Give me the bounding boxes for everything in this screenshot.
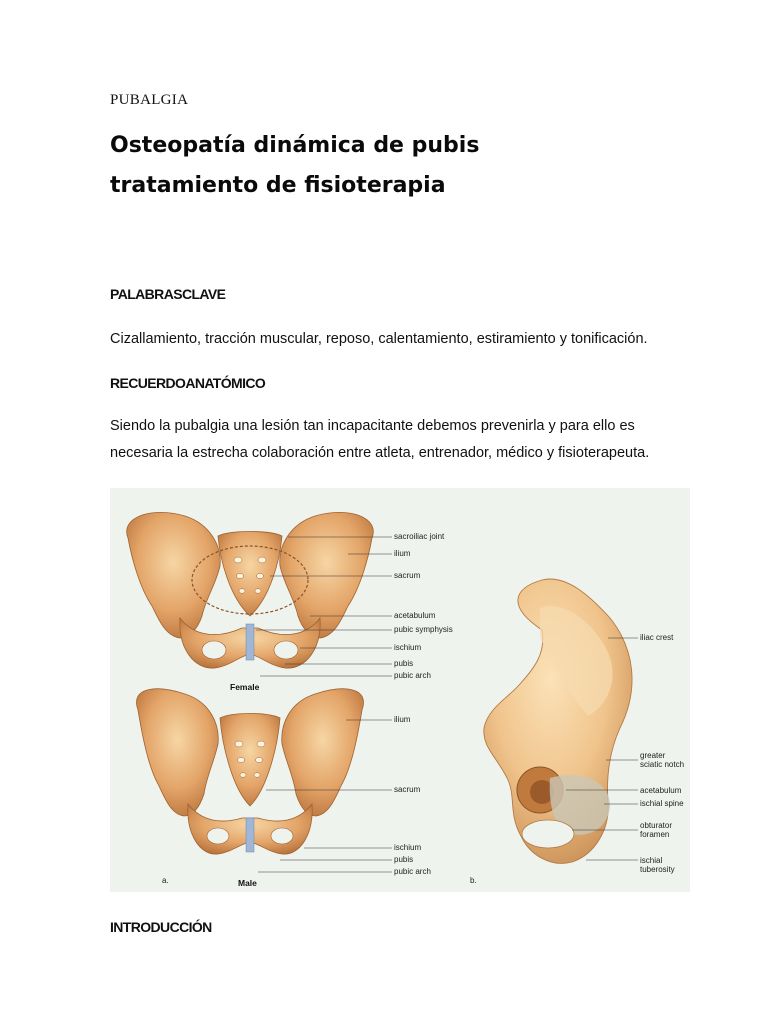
female-left-obturator-foramen bbox=[202, 641, 226, 659]
obturator-foramen bbox=[522, 820, 574, 848]
title-line-2: tratamiento de fisioterapia bbox=[110, 173, 446, 198]
anatomy-text-line-1: Siendo la pubalgia una lesión tan incapacitante debemos prevenirla y para ello es bbox=[110, 418, 635, 434]
label-foramen: foramen bbox=[640, 830, 670, 839]
label-iliac-crest: iliac crest bbox=[640, 633, 674, 642]
label-acetabulum-hip: acetabulum bbox=[640, 786, 682, 795]
label-ischial-spine: ischial spine bbox=[640, 799, 684, 808]
panel-a-label: a. bbox=[162, 876, 169, 885]
label-pubic-arch-male: pubic arch bbox=[394, 867, 431, 876]
male-right-obturator-foramen bbox=[271, 828, 293, 844]
label-acetabulum-female: acetabulum bbox=[394, 611, 436, 620]
male-right-ilium bbox=[282, 689, 364, 816]
label-pubis-male: pubis bbox=[394, 855, 414, 864]
label-pubis-female: pubis bbox=[394, 659, 414, 668]
anatomy-paragraph bbox=[110, 413, 710, 467]
anatomy-text-line-2: necesaria la estrecha colaboración entre atleta, entrenador, médico y fisioterapeuta. bbox=[110, 445, 650, 461]
document-title bbox=[110, 126, 670, 206]
pelvis-illustration bbox=[110, 488, 690, 892]
label-ischium-male: ischium bbox=[394, 843, 422, 852]
male-labels bbox=[394, 715, 431, 876]
label-sacrum-female: sacrum bbox=[394, 571, 421, 580]
document-kicker: PUBALGIA bbox=[110, 92, 189, 108]
female-left-ilium bbox=[127, 512, 221, 638]
hip-labels bbox=[640, 633, 684, 874]
label-greater: greater bbox=[640, 751, 666, 760]
label-pubic-symphysis: pubic symphysis bbox=[394, 625, 453, 634]
label-ilium-female: ilium bbox=[394, 549, 411, 558]
male-pubic-symphysis bbox=[246, 818, 254, 852]
female-right-obturator-foramen bbox=[274, 641, 298, 659]
male-left-obturator-foramen bbox=[207, 828, 229, 844]
panel-b-label: b. bbox=[470, 876, 477, 885]
label-sacrum-male: sacrum bbox=[394, 785, 421, 794]
label-ischial: ischial bbox=[640, 856, 663, 865]
label-obturator: obturator bbox=[640, 821, 673, 830]
female-right-ilium bbox=[280, 512, 374, 638]
label-sacroiliac-joint: sacroiliac joint bbox=[394, 532, 445, 541]
anatomy-heading: RECUERDOANATÓMICO bbox=[110, 375, 266, 391]
label-sciatic-notch: sciatic notch bbox=[640, 760, 685, 769]
male-pelvis bbox=[136, 689, 363, 888]
male-caption: Male bbox=[238, 878, 257, 888]
label-ilium-male: ilium bbox=[394, 715, 411, 724]
hip-bone bbox=[470, 579, 632, 885]
female-labels bbox=[394, 532, 453, 680]
label-ischium-female: ischium bbox=[394, 643, 422, 652]
label-pubic-arch-female: pubic arch bbox=[394, 671, 431, 680]
intro-heading: INTRODUCCIÓN bbox=[110, 919, 212, 935]
female-sacrum bbox=[218, 532, 282, 617]
title-line-1: Osteopatía dinámica de pubis bbox=[110, 133, 480, 158]
female-pubic-symphysis bbox=[246, 624, 254, 660]
female-pelvis bbox=[127, 512, 374, 692]
keywords-heading: PALABRASCLAVE bbox=[110, 286, 226, 302]
male-sacrum bbox=[220, 714, 280, 807]
male-left-ilium bbox=[136, 689, 218, 816]
label-tuberosity: tuberosity bbox=[640, 865, 675, 874]
pelvis-anatomy-figure bbox=[110, 488, 690, 892]
keywords-text: Cizallamiento, tracción muscular, reposo, calentamiento, estiramiento y tonificación. bbox=[110, 331, 648, 347]
female-caption: Female bbox=[230, 682, 260, 692]
